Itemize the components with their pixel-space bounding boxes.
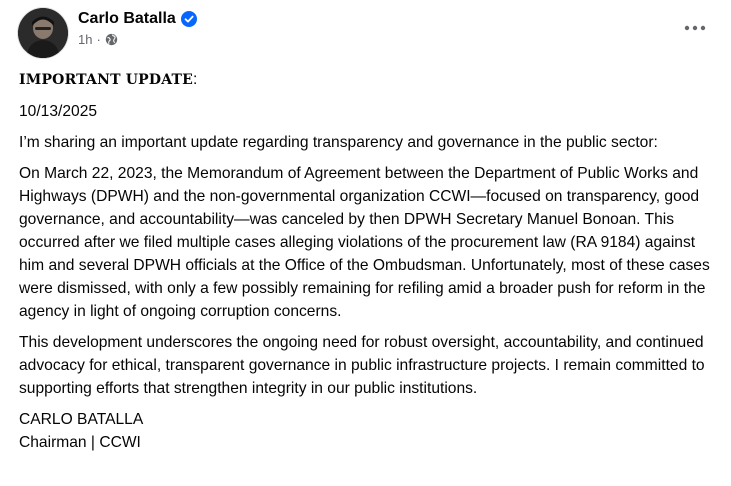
- post-body: [19, 68, 719, 454]
- signature-name: CARLO BATALLA: [19, 411, 144, 428]
- signature-title: Chairman | CCWI: [19, 434, 141, 451]
- paragraph-details: On March 22, 2023, the Memorandum of Agreement between the Department of Public Works and Highways (DPWH) and the non-governmental organization CCWI—focused on transparency, good governance, and accountability—was canceled by then DPWH Secretary Manuel Bonoan. This occurred after we filed multiple cases alleging violations of the procurement law (RA 9184) against him and several DPWH officials at the Office of the Ombudsman. Unfortunately, most of these cases were dismissed, with only a few possibly remaining for refiling amid a broader push for reform in the agency in light of ongoing corruption concerns.: [19, 165, 710, 320]
- paragraph-intro: I’m sharing an important update regarding transparency and governance in the public sector:: [19, 134, 658, 151]
- post-timestamp[interactable]: 1h: [78, 32, 93, 47]
- globe-icon[interactable]: [105, 33, 118, 46]
- heading-text: IMPORTANT UPDATE: [19, 72, 194, 88]
- signature: [19, 408, 719, 454]
- avatar-photo: [18, 8, 68, 58]
- heading-colon: :: [193, 71, 198, 88]
- post-header: [18, 8, 197, 58]
- avatar[interactable]: [18, 8, 68, 58]
- post-heading: [19, 68, 719, 92]
- post-date: 10/13/2025: [19, 103, 98, 120]
- more-options-icon[interactable]: [681, 18, 709, 38]
- author-name[interactable]: Carlo Batalla: [78, 10, 176, 27]
- meta-separator: ·: [96, 32, 101, 47]
- paragraph-conclusion: This development underscores the ongoing need for robust oversight, accountability, and continued advocacy for ethical, transparent governance in public infrastructure projects. I remain committed to supporting efforts that strengthen integrity in our public institutions.: [19, 334, 705, 397]
- verified-badge-icon: [181, 11, 197, 27]
